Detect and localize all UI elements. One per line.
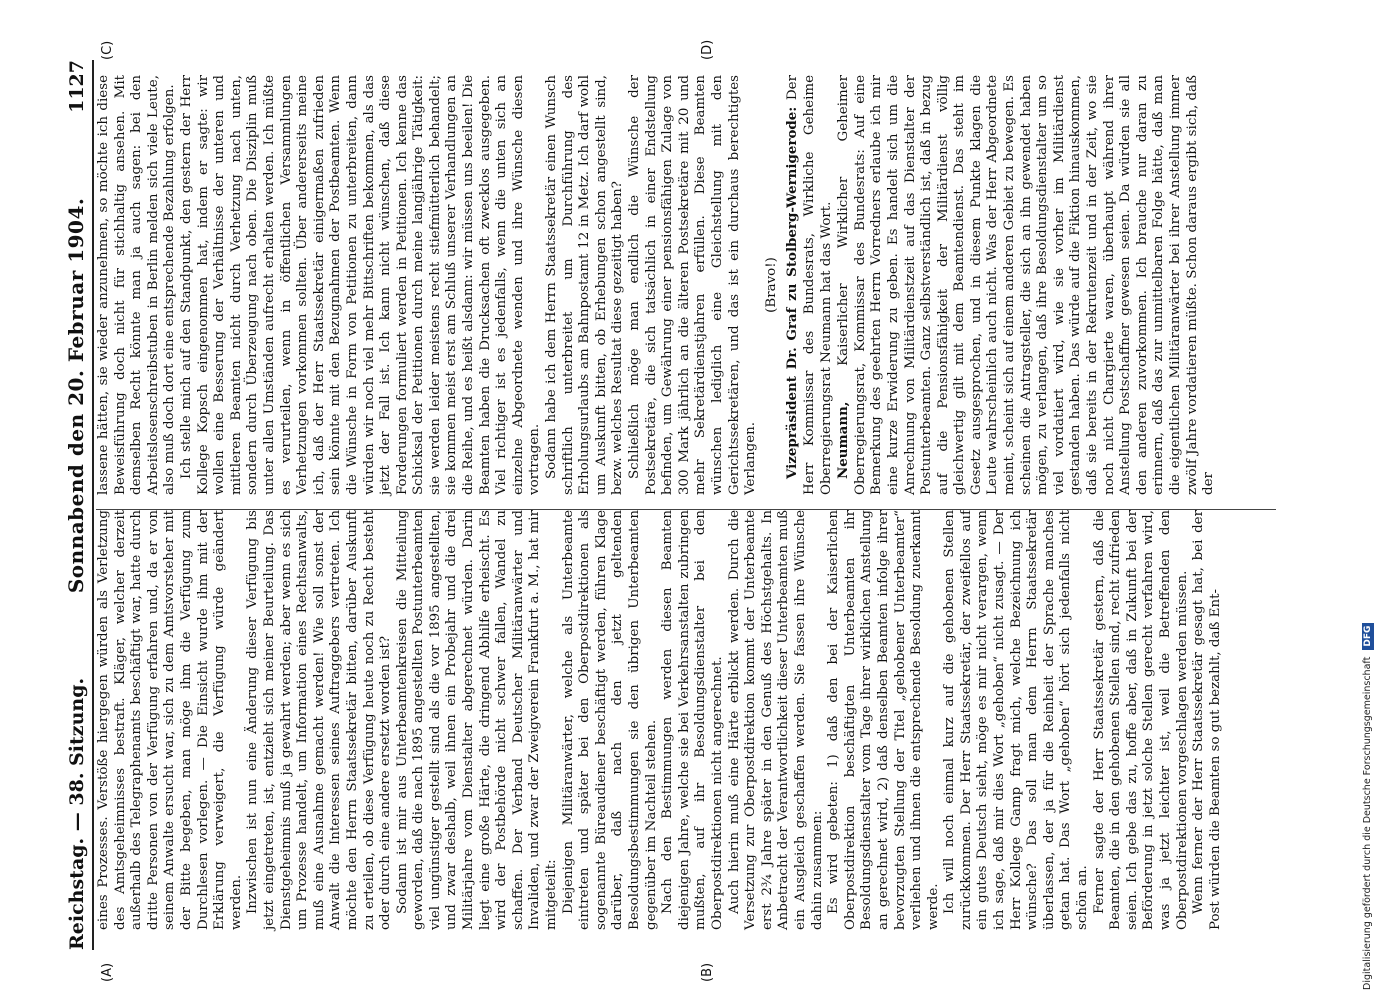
margin-marker-a: (A) xyxy=(100,962,115,982)
speech-text: Der Herr Kommissar des Bundesrats, Wirkliche Geheime Oberregierungsrat Neumann hat das Wort. xyxy=(785,75,834,495)
quote-paragraph: Nach den Bestimmungen werden diesen Beamten diejenigen Jahre, welche sie bei Verkehrsanstalten zubringen mußten, auf ihr Besoldungsdienstalter bei den Oberpostdirektionen nicht angerechnet. xyxy=(660,510,725,930)
page-header xyxy=(48,60,94,950)
paragraph: Ich will noch einmal kurz auf die gehobenen Stellen zurückkommen. Der Herr Staatssekretär, der zweifellos auf ein gutes Deutsch sieht, möge es mir nicht verargen, wenn ich sage, daß mir dies Wort „gehoben“ nicht zusagt. — Der Herr Kollege Gamp fragt mich, welche Bezeichnung ich wünsche? Das soll man dem Herrn Staatssekretär überlassen, der ja für die Reinheit der Sprache manches getan hat. Das Wort „gehoben“ hört sich jedenfalls nicht schön an. xyxy=(942,510,1091,930)
quote-paragraph: Diejenigen Militäranwärter, welche als Unterbeamte eintreten und später bei den Oberpostdirektionen als sogenannte Büreaudiener beschäftigt werden, führen Klage darüber, daß nach den jetzt geltenden Besoldungsbestimmungen sie den übrigen Unterbeamten gegenüber im Nachteil stehen. xyxy=(560,510,659,930)
paragraph: lassene hätten, sie wieder anzunehmen, so möchte ich diese Beweisführung doch nicht für stichhaltig ansehen. Mit demselben Recht könnte man ja auch sagen: bei den Arbeitslosenschreibstuben in Berlin melden sich viele Leute, also muß doch dort eine entsprechende Bezahlung erfolgen. xyxy=(96,75,178,495)
quote-paragraph: Es wird gebeten: 1) daß den bei der Kaiserlichen Oberpostdirektion beschäftigten Unterbeamten ihr Besoldungsdienstalter vom Tage ihrer wirklichen Anstellung an gerechnet wird, 2) daß denselben Beamten infolge ihrer bevorzugten Stellung der Titel „gehobener Unterbeamter“ verliehen und ihnen die entsprechende Besoldung zuerkannt werde. xyxy=(826,510,941,930)
bravo-note: (Bravo!) xyxy=(763,257,779,313)
paragraph: eines Prozesses. Verstöße hiergegen würden als Verletzung des Amtsgeheimnisses bestraft. Kläger, welcher derzeit außerhalb des Telegraphenamts beschäftigt war, hatte durch dritte Personen von der Verfügung erfahren und, da er von seinem Anwalte ersucht war, sich zu dem Amtsvorsteher mit der Bitte begeben, man möge ihm die Verfügung zum Durchlesen vorlegen. — Die Einsicht wurde ihm mit der Erklärung verweigert, die Verfügung würde geändert werden. xyxy=(96,510,244,930)
paragraph: Sodann habe ich dem Herrn Staatssekretär einen Wunsch schriftlich unterbreitet um Durchführung des Erholungsurlaubs am Bahnpostamt 12 in Metz. Ich darf wohl um Auskunft bitten, ob Erhebungen schon angestellt sind, bezw. welches Resultat diese gezeitigt haben? xyxy=(544,75,626,495)
paragraph: Inzwischen ist nun eine Änderung dieser Verfügung bis jetzt eingetreten, ist, entzieht sich meiner Beurteilung. Das Dienstgeheimnis muß ja gewahrt werden; aber wenn es sich um Prozesse handelt, um Information eines Rechtsanwalts, muß eine Ausnahme gemacht werden! Wie soll sonst der Anwalt die Interessen seines Auftraggebers vertreten. Ich möchte den Herrn Staatssekretär bitten, darüber Auskunft zu erteilen, ob diese Verfügung heute noch zu Recht besteht oder durch eine andere ersetzt worden ist? xyxy=(245,510,394,930)
paragraph: Wenn ferner der Herr Staatssekretär gesagt hat, bei der Post würden die Beamten so gut bezahlt, daß Ent- xyxy=(1191,510,1223,930)
dfg-logo: DFG xyxy=(1362,623,1374,650)
speaker-name: Neumann, xyxy=(835,365,852,479)
margin-marker-d: (D) xyxy=(700,39,715,60)
paragraph: Ich stelle mich auf den Standpunkt, den gestern der Herr Kollege Kopsch eingenommen hat, indem er sagte: wir wollen eine Besserung der Verhältnisse der unteren und mittleren Beamten nicht durch Verhetzung nach unten, sondern durch Überzeugung nach oben. Die Disziplin muß unter allen Umständen aufrecht erhalten werden. Ich müßte es verurteilen, wenn in öffentlichen Versammlungen Verhetzungen vorkommen sollten. Über andererseits meine ich, daß der Herr Staatssekretär einigermaßen zufrieden sein könnte mit den Bezugnahmen der Postbeamten. Wenn die Wünsche in Form von Petitionen zu unterbreiten, dann würden wir noch viel mehr Bittschriften bekommen, als das jetzt der Fall ist. Ich kann nicht wünschen, daß diese Forderungen formuliert werden in Petitionen. Ich kenne das Schicksal der Petitionen durch meine langjährige Tätigkeit: sie werden leider meistens recht stiefmütterlich behandelt; sie kommen meist erst am Schluß unserer Verhandlungen an die Reihe, und es heißt alsdann: wir müssen uns beeilen! Die Beamten haben die Drucksachen oft zwecklos ausgegeben. Viel richtiger ist es jedenfalls, wenn die unten sich an einzelne Abgeordnete wenden und ihre Wünsche diesen vortragen. xyxy=(178,75,543,495)
left-column xyxy=(96,510,1224,930)
paragraph: Auch hierin muß eine Härte erblickt werden. Durch die Versetzung zur Oberpostdirektion kommt der Unterbeamte erst 2¾ Jahre später in den Genuß des Höchstgehalts. In Anbetracht der Verantwortlichkeit dieser Unterbeamten muß ein Ausgleich geschaffen werden. Sie fassen ihre Wünsche dahin zusammen: xyxy=(726,510,825,930)
paragraph: Ferner sagte der Herr Staatssekretär gestern, daß die Beamten, die in den gehobenen Stellen sind, recht zufrieden seien. Ich gebe das zu, hoffe aber, daß in Zukunft bei der Beförderung in jetzt solche Stellen gerecht verfahren wird, was ja jetzt leichter ist, weil die Betreffenden den Oberpostdirektionen vorgeschlagen werden müssen. xyxy=(1091,510,1190,930)
paragraph: Sodann ist mir aus Unterbeamtenkreisen die Mitteilung geworden, daß die nach 1895 angestellten Postunterbeamten viel ungünstiger gestellt sind als die vor 1895 angestellten, und zwar deshalb, weil ihnen ein Probejahr und die drei Militärjahre vom Dienstalter abgerechnet würden. Darin liegt eine große Härte, die dringend Abhilfe erheischt. Es wird der Postbehörde nicht schwer fallen, Wandel zu schaffen. Der Verband Deutscher Militäranwärter und Invaliden, und zwar der Zweigverein Frankfurt a. M., hat mir mitgeteilt: xyxy=(394,510,560,930)
column-divider xyxy=(96,509,1276,510)
vice-president-paragraph xyxy=(784,75,835,495)
right-column xyxy=(96,75,1218,495)
speech-text: Kaiserlicher Wirklicher Geheimer Oberregierungsrat, Kommissar des Bundesrats: Auf eine Bemerkung des geehrten Herrn Vorredners erlaube ich mir eine kurze Erwiderung zu geben. Es handelt sich um die Anrechnung von Militärdienstzeit auf das Dienstalter der Postunterbeamten. Ganz selbstverständlich ist, daß in bezug auf die Pensionsfähigkeit der Militärdienst völlig gleichwertig gilt mit dem Beamtendienst. Das steht im Gesetz ausgesprochen, und in diesem Punkte klagen die Leute wahrscheinlich auch nicht. Was der Herr Abgeordnete meint, scheint sich auf einem anderen Gebiet zu bewegen. Es scheinen die Antragsteller, die sich an ihn gewendet haben mögen, zu verlangen, daß ihre Besoldungsdienstalter um so viel vordatiert wird, wie sie vorher im Militärdienst gestanden haben. Das würde auf die Fiktion hinauskommen, daß sie bereits in der Rekrutenzeit und in der Zeit, wo sie noch nicht Chargierte waren, überhaupt während ihrer Anstellung Postschaffner gewesen seien. Da würden sie all den anderen zuvorkommen. Ich brauche nur daran zu erinnern, daß das zur unmittelbaren Folge hätte, daß man die eigentlichen Militäranwärter bei ihrer Anstellung immer zwölf Jahre vordatieren müßte. Schon daraus ergibt sich, daß der xyxy=(836,75,1217,495)
digitization-text: Digitalisierung gefördert durch die Deutsche Forschungsgemeinschaft xyxy=(1362,656,1373,990)
digitization-note xyxy=(1362,0,1374,990)
page-number: 1127 xyxy=(66,60,88,113)
paragraph: Schließlich möge man endlich die Wünsche der Postsekretäre, die sich tatsächlich in einer Endstellung befinden, um Gewährung einer pensionsfähigen Zulage von 300 Mark jährlich an die älteren Postsekretäre mit 20 und mehr Sekretärdienstjahren erfüllen. Diese Beamten wünschen lediglich eine Gleichstellung mit den Gerichtssekretären, und das ist ein durchaus berechtigtes Verlangen. xyxy=(627,75,759,495)
margin-marker-c: (C) xyxy=(100,40,115,60)
margin-marker-b: (B) xyxy=(700,962,715,982)
speaker-name: Vizepräsident Dr. Graf zu Stolberg-Wernigerode: xyxy=(784,100,801,479)
neumann-paragraph xyxy=(835,75,1218,495)
header-left: Reichstag. — 38. Sitzung. xyxy=(66,677,88,950)
header-date: Sonnabend den 20. Februar 1904. xyxy=(64,197,88,594)
